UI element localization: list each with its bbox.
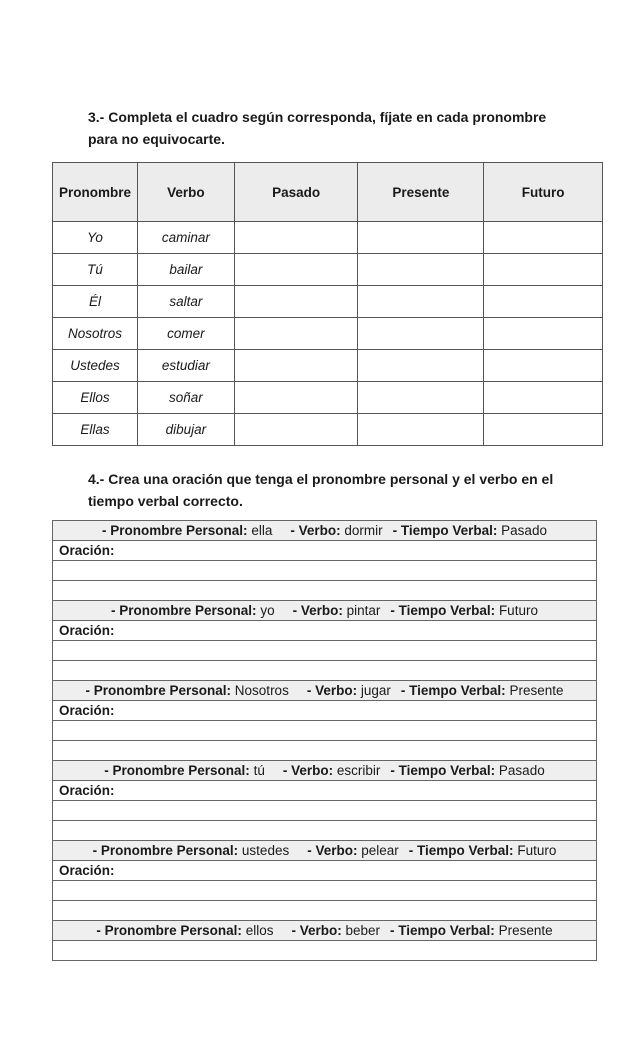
pronoun-value: ustedes [241, 843, 290, 858]
pronoun-value: tú [253, 763, 265, 778]
pronoun-cell: Tú [53, 254, 138, 286]
sentence-answer-line[interactable] [53, 821, 597, 841]
tense-value: Futuro [517, 843, 557, 858]
tense-segment [393, 521, 547, 540]
verb-cell: soñar [137, 382, 234, 414]
verb-value: pelear [361, 843, 399, 858]
pronoun-cell: Nosotros [53, 318, 138, 350]
table-row [53, 382, 603, 414]
verb-cell: caminar [137, 222, 234, 254]
sentence-label: Oración: [59, 623, 115, 638]
sentence-answer-line[interactable] [53, 581, 597, 601]
sentence-answer-row [53, 801, 597, 821]
sentence-answer-row [53, 941, 597, 961]
pronoun-value: yo [260, 603, 275, 618]
tense-segment [390, 761, 544, 780]
verb-value: beber [345, 923, 381, 938]
pronoun-cell: Ellos [53, 382, 138, 414]
prompt-row [53, 681, 597, 701]
header-verbo: Verbo [137, 163, 234, 222]
pronoun-segment [111, 601, 275, 620]
sentence-label: Oración: [59, 543, 115, 558]
verb-label: - Verbo: [290, 523, 341, 538]
verb-segment [307, 841, 399, 860]
tense-label: - Tiempo Verbal: [390, 763, 496, 778]
tense-label: - Tiempo Verbal: [390, 923, 495, 938]
table-row [53, 222, 603, 254]
exercise-3-instruction [88, 106, 588, 150]
prompt-cell [53, 521, 597, 541]
presente-answer-cell[interactable] [358, 414, 484, 446]
pronoun-cell: Él [53, 286, 138, 318]
futuro-answer-cell[interactable] [484, 414, 603, 446]
tense-label: - Tiempo Verbal: [408, 843, 514, 858]
pronoun-cell: Ustedes [53, 350, 138, 382]
verb-value: jugar [360, 683, 391, 698]
verb-cell: estudiar [137, 350, 234, 382]
presente-answer-cell[interactable] [358, 350, 484, 382]
sentence-label-cell [53, 621, 597, 641]
sentence-answer-line[interactable] [53, 661, 597, 681]
verb-cell: comer [137, 318, 234, 350]
sentence-label-row [53, 621, 597, 641]
table-row [53, 414, 603, 446]
sentence-answer-row [53, 661, 597, 681]
futuro-answer-cell[interactable] [484, 254, 603, 286]
sentence-answer-row [53, 901, 597, 921]
sentence-label-cell [53, 701, 597, 721]
tense-label: - Tiempo Verbal: [400, 683, 506, 698]
header-pasado: Pasado [234, 163, 358, 222]
exercise-4-instruction-line2: tiempo verbal correcto. [88, 493, 243, 509]
sentence-label: Oración: [59, 783, 115, 798]
pasado-answer-cell[interactable] [234, 222, 358, 254]
sentence-label-row [53, 541, 597, 561]
tense-label: - Tiempo Verbal: [390, 603, 496, 618]
futuro-answer-cell[interactable] [484, 286, 603, 318]
pronoun-label: - Pronombre Personal: [85, 683, 232, 698]
verb-label: - Verbo: [291, 923, 342, 938]
sentence-label-cell [53, 541, 597, 561]
pronoun-label: - Pronombre Personal: [96, 923, 242, 938]
futuro-answer-cell[interactable] [484, 318, 603, 350]
sentence-answer-row [53, 721, 597, 741]
exercise-3-instruction-line2: para no equivocarte. [88, 131, 225, 147]
tense-value: Futuro [498, 603, 538, 618]
verb-label: - Verbo: [306, 683, 358, 698]
pronoun-segment [104, 761, 265, 780]
sentence-answer-line[interactable] [53, 801, 597, 821]
table-row [53, 350, 603, 382]
verb-segment [291, 921, 380, 940]
pronoun-segment [96, 921, 273, 940]
pronoun-value: Nosotros [234, 683, 289, 698]
header-presente: Presente [358, 163, 484, 222]
sentence-answer-row [53, 581, 597, 601]
pronoun-label: - Pronombre Personal: [92, 843, 239, 858]
sentence-answer-line[interactable] [53, 721, 597, 741]
sentence-label-row [53, 781, 597, 801]
pronoun-value: ella [251, 523, 273, 538]
futuro-answer-cell[interactable] [484, 382, 603, 414]
prompt-cell [53, 601, 597, 621]
presente-answer-cell[interactable] [358, 382, 484, 414]
verb-label: - Verbo: [282, 763, 334, 778]
presente-answer-cell[interactable] [358, 318, 484, 350]
presente-answer-cell[interactable] [358, 286, 484, 318]
verb-conjugation-table [52, 162, 603, 446]
verb-value: escribir [336, 763, 381, 778]
sentence-answer-row [53, 561, 597, 581]
sentence-label: Oración: [59, 703, 115, 718]
presente-answer-cell[interactable] [358, 222, 484, 254]
pasado-answer-cell[interactable] [234, 350, 358, 382]
tense-label: - Tiempo Verbal: [392, 523, 498, 538]
tense-value: Presente [498, 923, 553, 938]
prompt-cell [53, 681, 597, 701]
verb-segment [290, 521, 382, 540]
table-row [53, 286, 603, 318]
pronoun-value: ellos [245, 923, 274, 938]
sentence-answer-line[interactable] [53, 941, 597, 961]
verb-value: pintar [346, 603, 381, 618]
verb-label: - Verbo: [292, 603, 343, 618]
sentence-answer-line[interactable] [53, 741, 597, 761]
sentence-answer-line[interactable] [53, 641, 597, 661]
sentence-answer-line[interactable] [53, 901, 597, 921]
verb-segment [283, 761, 381, 780]
verb-segment [307, 681, 391, 700]
sentence-answer-line[interactable] [53, 881, 597, 901]
table-row [53, 254, 603, 286]
tense-segment [390, 921, 553, 940]
sentence-answer-row [53, 821, 597, 841]
header-pronombre: Pronombre [53, 163, 138, 222]
sentence-answer-row [53, 641, 597, 661]
sentence-exercise-table [52, 520, 597, 961]
futuro-answer-cell[interactable] [484, 350, 603, 382]
verb-cell: bailar [137, 254, 234, 286]
tense-value: Presente [509, 683, 564, 698]
exercise-3-instruction-line1: 3.- Completa el cuadro según corresponda, fíjate en cada pronombre [88, 109, 547, 125]
pasado-answer-cell[interactable] [234, 286, 358, 318]
verb-cell: dibujar [137, 414, 234, 446]
sentence-answer-row [53, 881, 597, 901]
pronoun-label: - Pronombre Personal: [111, 603, 257, 618]
tense-segment [401, 681, 564, 700]
sentence-label: Oración: [59, 863, 115, 878]
prompt-row [53, 761, 597, 781]
sentence-answer-line[interactable] [53, 561, 597, 581]
pasado-answer-cell[interactable] [234, 254, 358, 286]
prompt-cell [53, 761, 597, 781]
futuro-answer-cell[interactable] [484, 222, 603, 254]
sentence-label-row [53, 861, 597, 881]
exercise-4-instruction-line1: 4.- Crea una oración que tenga el pronombre personal y el verbo en el [88, 471, 554, 487]
header-futuro: Futuro [484, 163, 603, 222]
prompt-cell [53, 921, 597, 941]
tense-value: Pasado [498, 763, 545, 778]
pronoun-cell: Yo [53, 222, 138, 254]
sentence-label-cell [53, 861, 597, 881]
pronoun-segment [93, 841, 290, 860]
pronoun-segment [86, 681, 289, 700]
tense-segment [390, 601, 538, 620]
presente-answer-cell[interactable] [358, 254, 484, 286]
verb-label: - Verbo: [307, 843, 358, 858]
tense-segment [409, 841, 557, 860]
pronoun-segment [102, 521, 272, 540]
pasado-answer-cell[interactable] [234, 414, 358, 446]
pasado-answer-cell[interactable] [234, 382, 358, 414]
prompt-row [53, 601, 597, 621]
pronoun-label: - Pronombre Personal: [102, 523, 248, 538]
pasado-answer-cell[interactable] [234, 318, 358, 350]
table-header-row [53, 163, 603, 222]
sentence-answer-row [53, 741, 597, 761]
tense-value: Pasado [501, 523, 547, 538]
table-row [53, 318, 603, 350]
pronoun-cell: Ellas [53, 414, 138, 446]
verb-value: dormir [344, 523, 383, 538]
pronoun-label: - Pronombre Personal: [104, 763, 250, 778]
sentence-label-row [53, 701, 597, 721]
prompt-cell [53, 841, 597, 861]
prompt-row [53, 841, 597, 861]
verb-cell: saltar [137, 286, 234, 318]
sentence-label-cell [53, 781, 597, 801]
verb-segment [293, 601, 381, 620]
prompt-row [53, 921, 597, 941]
exercise-4-instruction [88, 468, 588, 512]
prompt-row [53, 521, 597, 541]
